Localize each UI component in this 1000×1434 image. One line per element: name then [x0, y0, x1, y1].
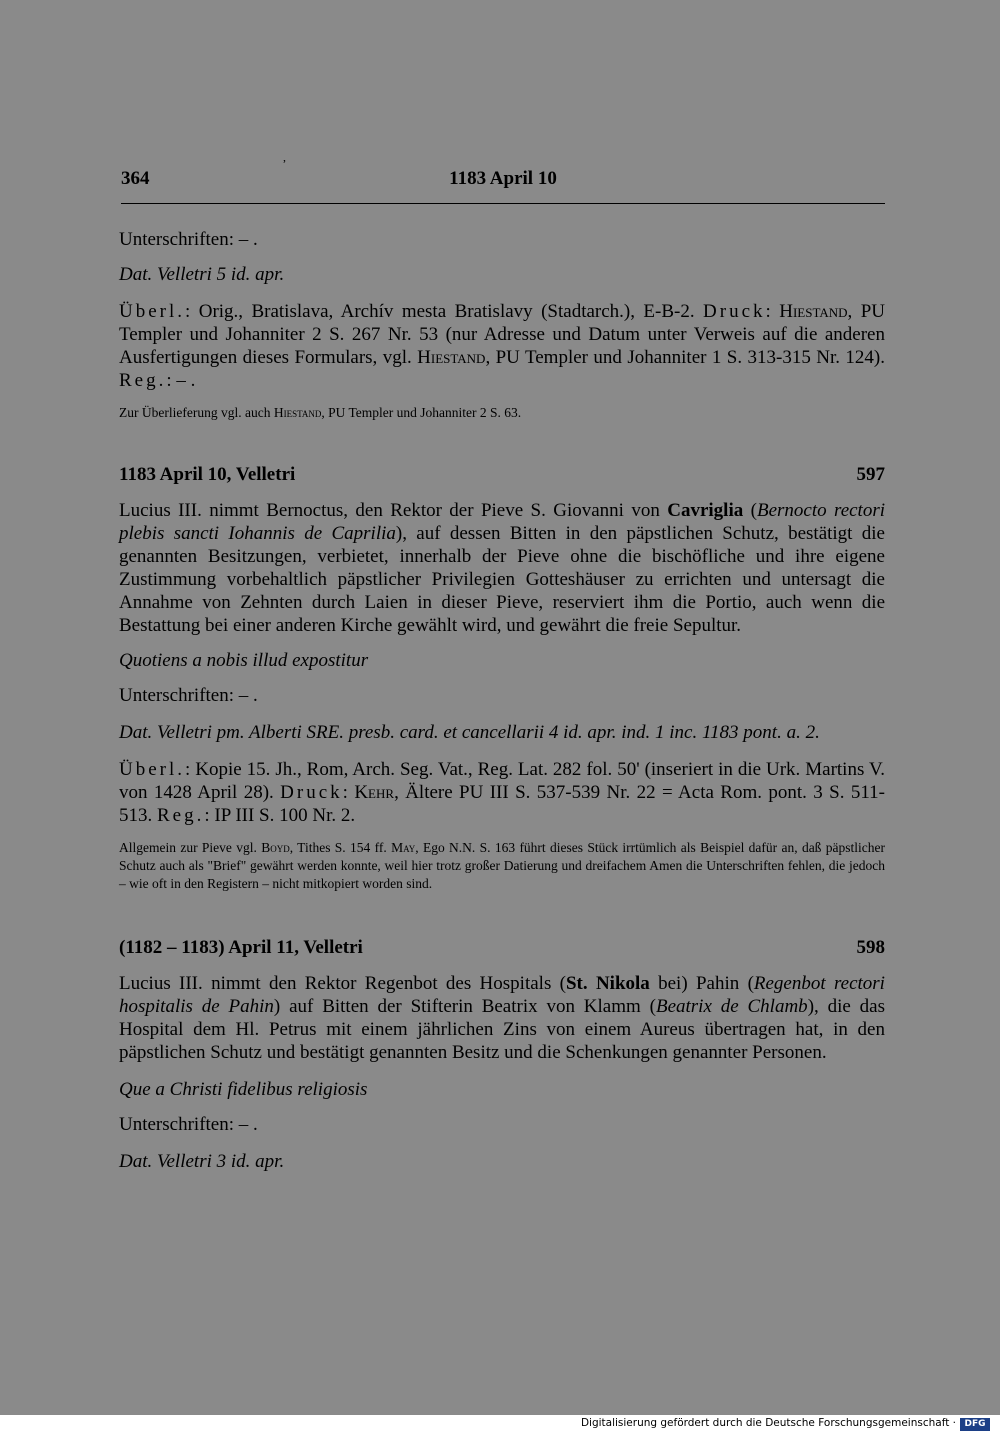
page-number: 364 — [121, 168, 150, 189]
entry-number: 597 — [856, 464, 885, 485]
author-hiestand: Hiestand — [273, 405, 322, 420]
ueberl-label: Überl. — [119, 301, 186, 322]
entry-dating: Dat. Velletri 3 id. apr. — [119, 1151, 285, 1172]
entry-tradition: Überl.: Kopie 15. Jh., Rom, Arch. Seg. Vat., Reg. Lat. 282 fol. 50' (inseriert in die Urk. Martins V. von 1428 April 28). Druck: Kehr, Ältere PU III S. 537-539 Nr. 22 = Acta Rom. pont. 3 S. 511-513. Reg.: IP III S. 100 Nr. 2. — [119, 759, 886, 826]
page-header — [121, 168, 885, 194]
prev-dating: Dat. Velletri 5 id. apr. — [119, 264, 285, 285]
druck-label: Druck — [703, 301, 766, 322]
prev-tradition: Überl.: Orig., Bratislava, Archív mesta Bratislavy (Stadtarch.), E-B-2. Druck: Hiestand, PU Templer und Johanniter 2 S. 267 Nr. 53 (nur Adresse und Datum unter Verweis auf die anderen Ausfertigungen dieses Formulars, vgl. Hiestand, PU Templer und Johanniter 1 S. 313-315 Nr. 124). Reg.: – . — [119, 301, 885, 391]
entry-subscriptions: Unterschriften: – . — [119, 1114, 258, 1135]
entry-date-place: 1183 April 10, Velletri — [119, 464, 296, 485]
digitization-footer — [0, 1415, 1000, 1434]
stray-mark: , — [283, 150, 286, 164]
running-title: 1183 April 10 — [449, 168, 557, 189]
prev-subscriptions: Unterschriften: – . — [119, 229, 258, 250]
author-kehr: Kehr — [354, 782, 395, 803]
place-name: Cavriglia — [667, 500, 744, 521]
page-content — [119, 228, 885, 1173]
place-name: St. Nikola — [565, 973, 650, 994]
ueberl-label: Überl. — [119, 759, 186, 780]
entry-incipit: Quotiens a nobis illud expostitur — [119, 650, 369, 671]
entry-subscriptions: Unterschriften: – . — [119, 685, 258, 706]
entry-heading-597 — [119, 463, 885, 487]
latin-name: Beatrix de Chlamb — [655, 996, 808, 1017]
reg-label: Reg. — [157, 805, 205, 826]
entry-note: Allgemein zur Pieve vgl. Boyd, Tithes S. 154 ff. May, Ego N.N. S. 163 führt dieses Stück irrtümlich als Beispiel dafür an, daß päpstlicher Schutz auch als "Brief" gewährt werden konnte, weil hier trotz großer Datierung und dreifachem Amen die Unterschriften fehlen, die jedoch – wie oft in den Registern – nicht mitkopiert worden sind. — [119, 840, 886, 891]
entry-regest: Lucius III. nimmt den Rektor Regenbot des Hospitals (St. Nikola bei) Pahin (Regenbot rectori hospitalis de Pahin) auf Bitten der Stifterin Beatrix von Klamm (Beatrix de Chlamb), die das Hospital dem Hl. Petrus mit einem jährlichen Zins von einem Aureus übertragen hat, in den päpstlichen Schutz und bestätigt genannten Besitz und die Schenkungen genannter Personen. — [119, 973, 885, 1063]
entry-heading-598 — [119, 936, 885, 960]
author-boyd: Boyd — [261, 840, 290, 855]
druck-label: Druck — [280, 782, 343, 803]
header-rule — [121, 203, 885, 204]
funding-notice: Digitalisierung gefördert durch die Deutsche Forschungsgemeinschaft · — [580, 1417, 956, 1429]
entry-incipit: Que a Christi fidelibus religiosis — [119, 1079, 368, 1100]
author-may: May — [391, 840, 416, 855]
prev-note: Zur Überlieferung vgl. auch Hiestand, PU Templer und Johanniter 2 S. 63. — [119, 405, 522, 420]
entry-regest: Lucius III. nimmt Bernoctus, den Rektor der Pieve S. Giovanni von Cavriglia (Bernocto rectori plebis sancti Iohannis de Caprilia), auf dessen Bitten in den päpstlichen Schutz, bestätigt die genannten Besitzungen, verbietet, innerhalb der Pieve ohne die bischöfliche und ihre eigene Zustimmung vorbehaltlich päpstlicher Privilegien Gotteshäuser zu errichten und untersagt die Annahme von Zehnten durch Laien in dieser Pieve, reserviert ihm die Portio, auch wenn die Bestattung bei einer anderen Kirche gewählt wird, und gewährt die freie Sepultur. — [119, 500, 886, 636]
latin-address: Bernocto rectori plebis sancti Iohannis de Caprilia — [119, 500, 886, 544]
reg-label: Reg. — [119, 370, 167, 391]
latin-address: Regenbot rectori hospitalis de Pahin — [119, 973, 885, 1017]
author-hiestand: Hiestand — [417, 347, 486, 368]
entry-number: 598 — [856, 937, 885, 958]
entry-dating: Dat. Velletri pm. Alberti SRE. presb. card. et cancellarii 4 id. apr. ind. 1 inc. 1183 pont. a. 2. — [119, 722, 820, 743]
author-hiestand: Hiestand — [779, 301, 848, 322]
entry-date-place: (1182 – 1183) April 11, Velletri — [119, 937, 363, 958]
dfg-logo: DFG — [960, 1418, 990, 1431]
